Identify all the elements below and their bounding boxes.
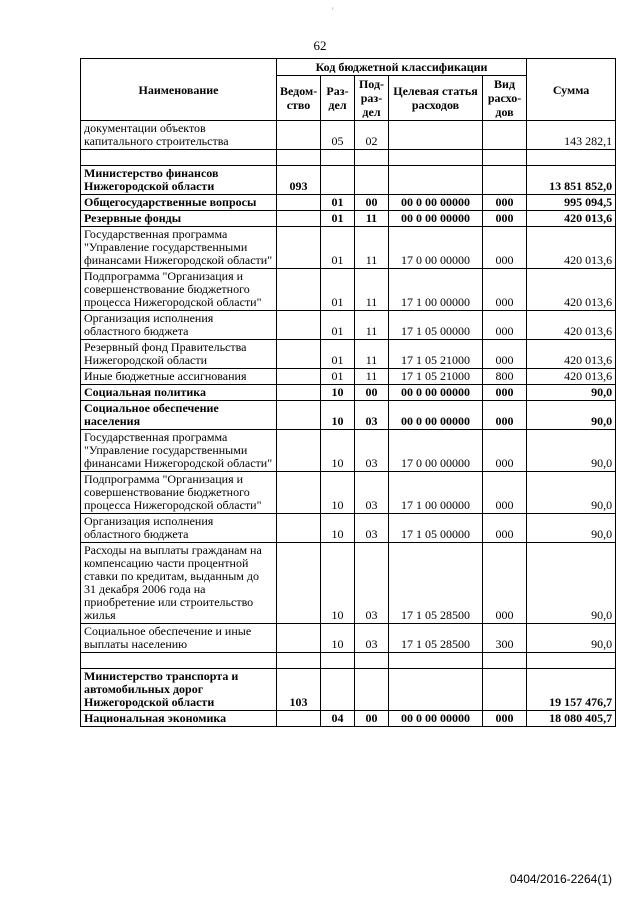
cell-target: 00 0 00 00000: [389, 711, 483, 727]
cell-podrazdel: 03: [355, 543, 389, 624]
table-row: [81, 211, 616, 227]
cell-podrazdel: 11: [355, 311, 389, 340]
scan-mark: ': [332, 6, 334, 16]
cell-vedomstvo: 093: [277, 166, 321, 195]
cell-name: [81, 150, 277, 166]
cell-razdel: 01: [321, 227, 355, 269]
cell-vedomstvo: [277, 227, 321, 269]
cell-vid: [483, 669, 527, 711]
cell-razdel: 10: [321, 543, 355, 624]
cell-sum: 90,0: [527, 543, 616, 624]
cell-vedomstvo: [277, 150, 321, 166]
cell-sum: 995 094,5: [527, 195, 616, 211]
header-sum: Сумма: [527, 59, 616, 121]
cell-razdel: 10: [321, 401, 355, 430]
cell-vid: 000: [483, 211, 527, 227]
cell-target: [389, 653, 483, 669]
page-number: 62: [313, 38, 327, 53]
table-row: [81, 227, 616, 269]
cell-sum: 90,0: [527, 385, 616, 401]
cell-target: 17 1 00 00000: [389, 269, 483, 311]
cell-target: 17 0 00 00000: [389, 430, 483, 472]
table-row: [81, 195, 616, 211]
cell-sum: 18 080 405,7: [527, 711, 616, 727]
cell-target: 00 0 00 00000: [389, 385, 483, 401]
cell-vedomstvo: [277, 311, 321, 340]
cell-target: [389, 166, 483, 195]
table-row: [81, 669, 616, 711]
cell-name: Резервные фонды: [81, 211, 277, 227]
cell-vid: 000: [483, 311, 527, 340]
header-name: Наименование: [81, 59, 277, 121]
cell-vid: 000: [483, 340, 527, 369]
cell-razdel: 01: [321, 269, 355, 311]
cell-razdel: 10: [321, 624, 355, 653]
cell-vid: 000: [483, 385, 527, 401]
cell-sum: 420 013,6: [527, 227, 616, 269]
cell-razdel: 10: [321, 430, 355, 472]
cell-sum: [527, 150, 616, 166]
cell-vedomstvo: [277, 624, 321, 653]
cell-podrazdel: 00: [355, 195, 389, 211]
cell-vid: 000: [483, 401, 527, 430]
cell-podrazdel: 03: [355, 472, 389, 514]
table-row: [81, 472, 616, 514]
cell-name: Министерство финансов Нижегородской области: [81, 166, 277, 195]
cell-podrazdel: 11: [355, 227, 389, 269]
cell-razdel: [321, 653, 355, 669]
table-row: [81, 543, 616, 624]
header-vedomstvo: Ведом-ство: [277, 76, 321, 121]
cell-vid: 300: [483, 624, 527, 653]
cell-razdel: [321, 150, 355, 166]
cell-vedomstvo: [277, 401, 321, 430]
cell-target: 17 1 00 00000: [389, 472, 483, 514]
cell-name: Подпрограмма "Организация и совершенствование бюджетного процесса Нижегородской области": [81, 269, 277, 311]
cell-vid: [483, 653, 527, 669]
cell-vedomstvo: [277, 472, 321, 514]
cell-razdel: 10: [321, 472, 355, 514]
cell-vedomstvo: [277, 543, 321, 624]
cell-name: Министерство транспорта и автомобильных дорог Нижегородской области: [81, 669, 277, 711]
cell-razdel: 10: [321, 385, 355, 401]
cell-podrazdel: 11: [355, 369, 389, 385]
cell-target: 17 1 05 28500: [389, 624, 483, 653]
cell-podrazdel: 03: [355, 430, 389, 472]
cell-podrazdel: 11: [355, 340, 389, 369]
cell-sum: 420 013,6: [527, 340, 616, 369]
cell-razdel: 01: [321, 195, 355, 211]
cell-sum: 420 013,6: [527, 269, 616, 311]
cell-name: Национальная экономика: [81, 711, 277, 727]
cell-name: Социальное обеспечение населения: [81, 401, 277, 430]
cell-vedomstvo: [277, 653, 321, 669]
cell-target: 00 0 00 00000: [389, 211, 483, 227]
cell-vid: 000: [483, 430, 527, 472]
cell-sum: 90,0: [527, 401, 616, 430]
header-vid: Вид расхо-дов: [483, 76, 527, 121]
cell-target: 17 1 05 28500: [389, 543, 483, 624]
cell-sum: 90,0: [527, 514, 616, 543]
cell-target: [389, 669, 483, 711]
cell-vedomstvo: [277, 340, 321, 369]
cell-razdel: 01: [321, 311, 355, 340]
cell-target: 17 1 05 00000: [389, 514, 483, 543]
cell-podrazdel: 03: [355, 624, 389, 653]
cell-podrazdel: [355, 669, 389, 711]
cell-vedomstvo: [277, 269, 321, 311]
cell-sum: 90,0: [527, 430, 616, 472]
cell-vid: 000: [483, 514, 527, 543]
cell-name: Общегосударственные вопросы: [81, 195, 277, 211]
cell-name: документации объектов капитального строительства: [81, 121, 277, 150]
cell-name: [81, 653, 277, 669]
cell-vid: 000: [483, 227, 527, 269]
table-row: [81, 340, 616, 369]
cell-target: 00 0 00 00000: [389, 401, 483, 430]
cell-name: Подпрограмма "Организация и совершенствование бюджетного процесса Нижегородской области": [81, 472, 277, 514]
table-row: [81, 430, 616, 472]
cell-vid: 000: [483, 543, 527, 624]
cell-vedomstvo: [277, 711, 321, 727]
cell-vedomstvo: [277, 430, 321, 472]
cell-razdel: [321, 669, 355, 711]
table-row: [81, 711, 616, 727]
table-row: [81, 269, 616, 311]
cell-name: Социальная политика: [81, 385, 277, 401]
header-target: Целевая статья расходов: [389, 76, 483, 121]
cell-podrazdel: 03: [355, 514, 389, 543]
document-code: 0404/2016-2264(1): [509, 872, 612, 886]
cell-name: Иные бюджетные ассигнования: [81, 369, 277, 385]
cell-vedomstvo: [277, 211, 321, 227]
cell-vid: 000: [483, 472, 527, 514]
cell-vedomstvo: [277, 385, 321, 401]
cell-podrazdel: [355, 653, 389, 669]
cell-vid: [483, 150, 527, 166]
cell-target: [389, 150, 483, 166]
cell-sum: 90,0: [527, 624, 616, 653]
cell-podrazdel: 11: [355, 269, 389, 311]
cell-sum: 90,0: [527, 472, 616, 514]
cell-vid: [483, 166, 527, 195]
cell-sum: 420 013,6: [527, 211, 616, 227]
cell-vedomstvo: [277, 369, 321, 385]
cell-target: 17 1 05 00000: [389, 311, 483, 340]
cell-podrazdel: 11: [355, 211, 389, 227]
budget-table: [80, 58, 616, 727]
table-row: [81, 624, 616, 653]
cell-name: Организация исполнения областного бюджета: [81, 514, 277, 543]
cell-sum: 19 157 476,7: [527, 669, 616, 711]
cell-sum: 420 013,6: [527, 311, 616, 340]
header-code-group: Код бюджетной классификации: [277, 59, 527, 76]
cell-target: 17 0 00 00000: [389, 227, 483, 269]
cell-target: 17 1 05 21000: [389, 340, 483, 369]
cell-name: Резервный фонд Правительства Нижегородской области: [81, 340, 277, 369]
cell-name: Социальное обеспечение и иные выплаты населению: [81, 624, 277, 653]
cell-razdel: 10: [321, 514, 355, 543]
cell-vid: 000: [483, 269, 527, 311]
cell-target: [389, 121, 483, 150]
spacer-row: [81, 653, 616, 669]
table-row: [81, 514, 616, 543]
cell-vedomstvo: 103: [277, 669, 321, 711]
table-row: [81, 385, 616, 401]
cell-target: 00 0 00 00000: [389, 195, 483, 211]
cell-razdel: 01: [321, 340, 355, 369]
cell-vedomstvo: [277, 121, 321, 150]
cell-razdel: 04: [321, 711, 355, 727]
cell-razdel: 01: [321, 369, 355, 385]
spacer-row: [81, 150, 616, 166]
cell-name: Организация исполнения областного бюджета: [81, 311, 277, 340]
cell-podrazdel: 00: [355, 711, 389, 727]
cell-sum: [527, 653, 616, 669]
cell-sum: 143 282,1: [527, 121, 616, 150]
header-razdel: Раз-дел: [321, 76, 355, 121]
header-podrazdel: Под-раз-дел: [355, 76, 389, 121]
cell-podrazdel: [355, 166, 389, 195]
cell-vedomstvo: [277, 195, 321, 211]
table-row: [81, 401, 616, 430]
cell-podrazdel: 02: [355, 121, 389, 150]
table-row: [81, 369, 616, 385]
cell-razdel: 05: [321, 121, 355, 150]
cell-vid: 800: [483, 369, 527, 385]
cell-name: Государственная программа "Управление государственными финансами Нижегородской области": [81, 430, 277, 472]
table-row: [81, 311, 616, 340]
cell-vedomstvo: [277, 514, 321, 543]
table-row: [81, 166, 616, 195]
cell-vid: [483, 121, 527, 150]
cell-target: 17 1 05 21000: [389, 369, 483, 385]
cell-sum: 420 013,6: [527, 369, 616, 385]
cell-podrazdel: [355, 150, 389, 166]
cell-vid: 000: [483, 195, 527, 211]
table-row: [81, 121, 616, 150]
cell-razdel: 01: [321, 211, 355, 227]
cell-name: Расходы на выплаты гражданам на компенсацию части процентной ставки по кредитам, выданным до 31 декабря 2006 года на приобретение или строительство жилья: [81, 543, 277, 624]
cell-razdel: [321, 166, 355, 195]
cell-sum: 13 851 852,0: [527, 166, 616, 195]
cell-podrazdel: 00: [355, 385, 389, 401]
cell-vid: 000: [483, 711, 527, 727]
cell-name: Государственная программа "Управление государственными финансами Нижегородской области": [81, 227, 277, 269]
cell-podrazdel: 03: [355, 401, 389, 430]
